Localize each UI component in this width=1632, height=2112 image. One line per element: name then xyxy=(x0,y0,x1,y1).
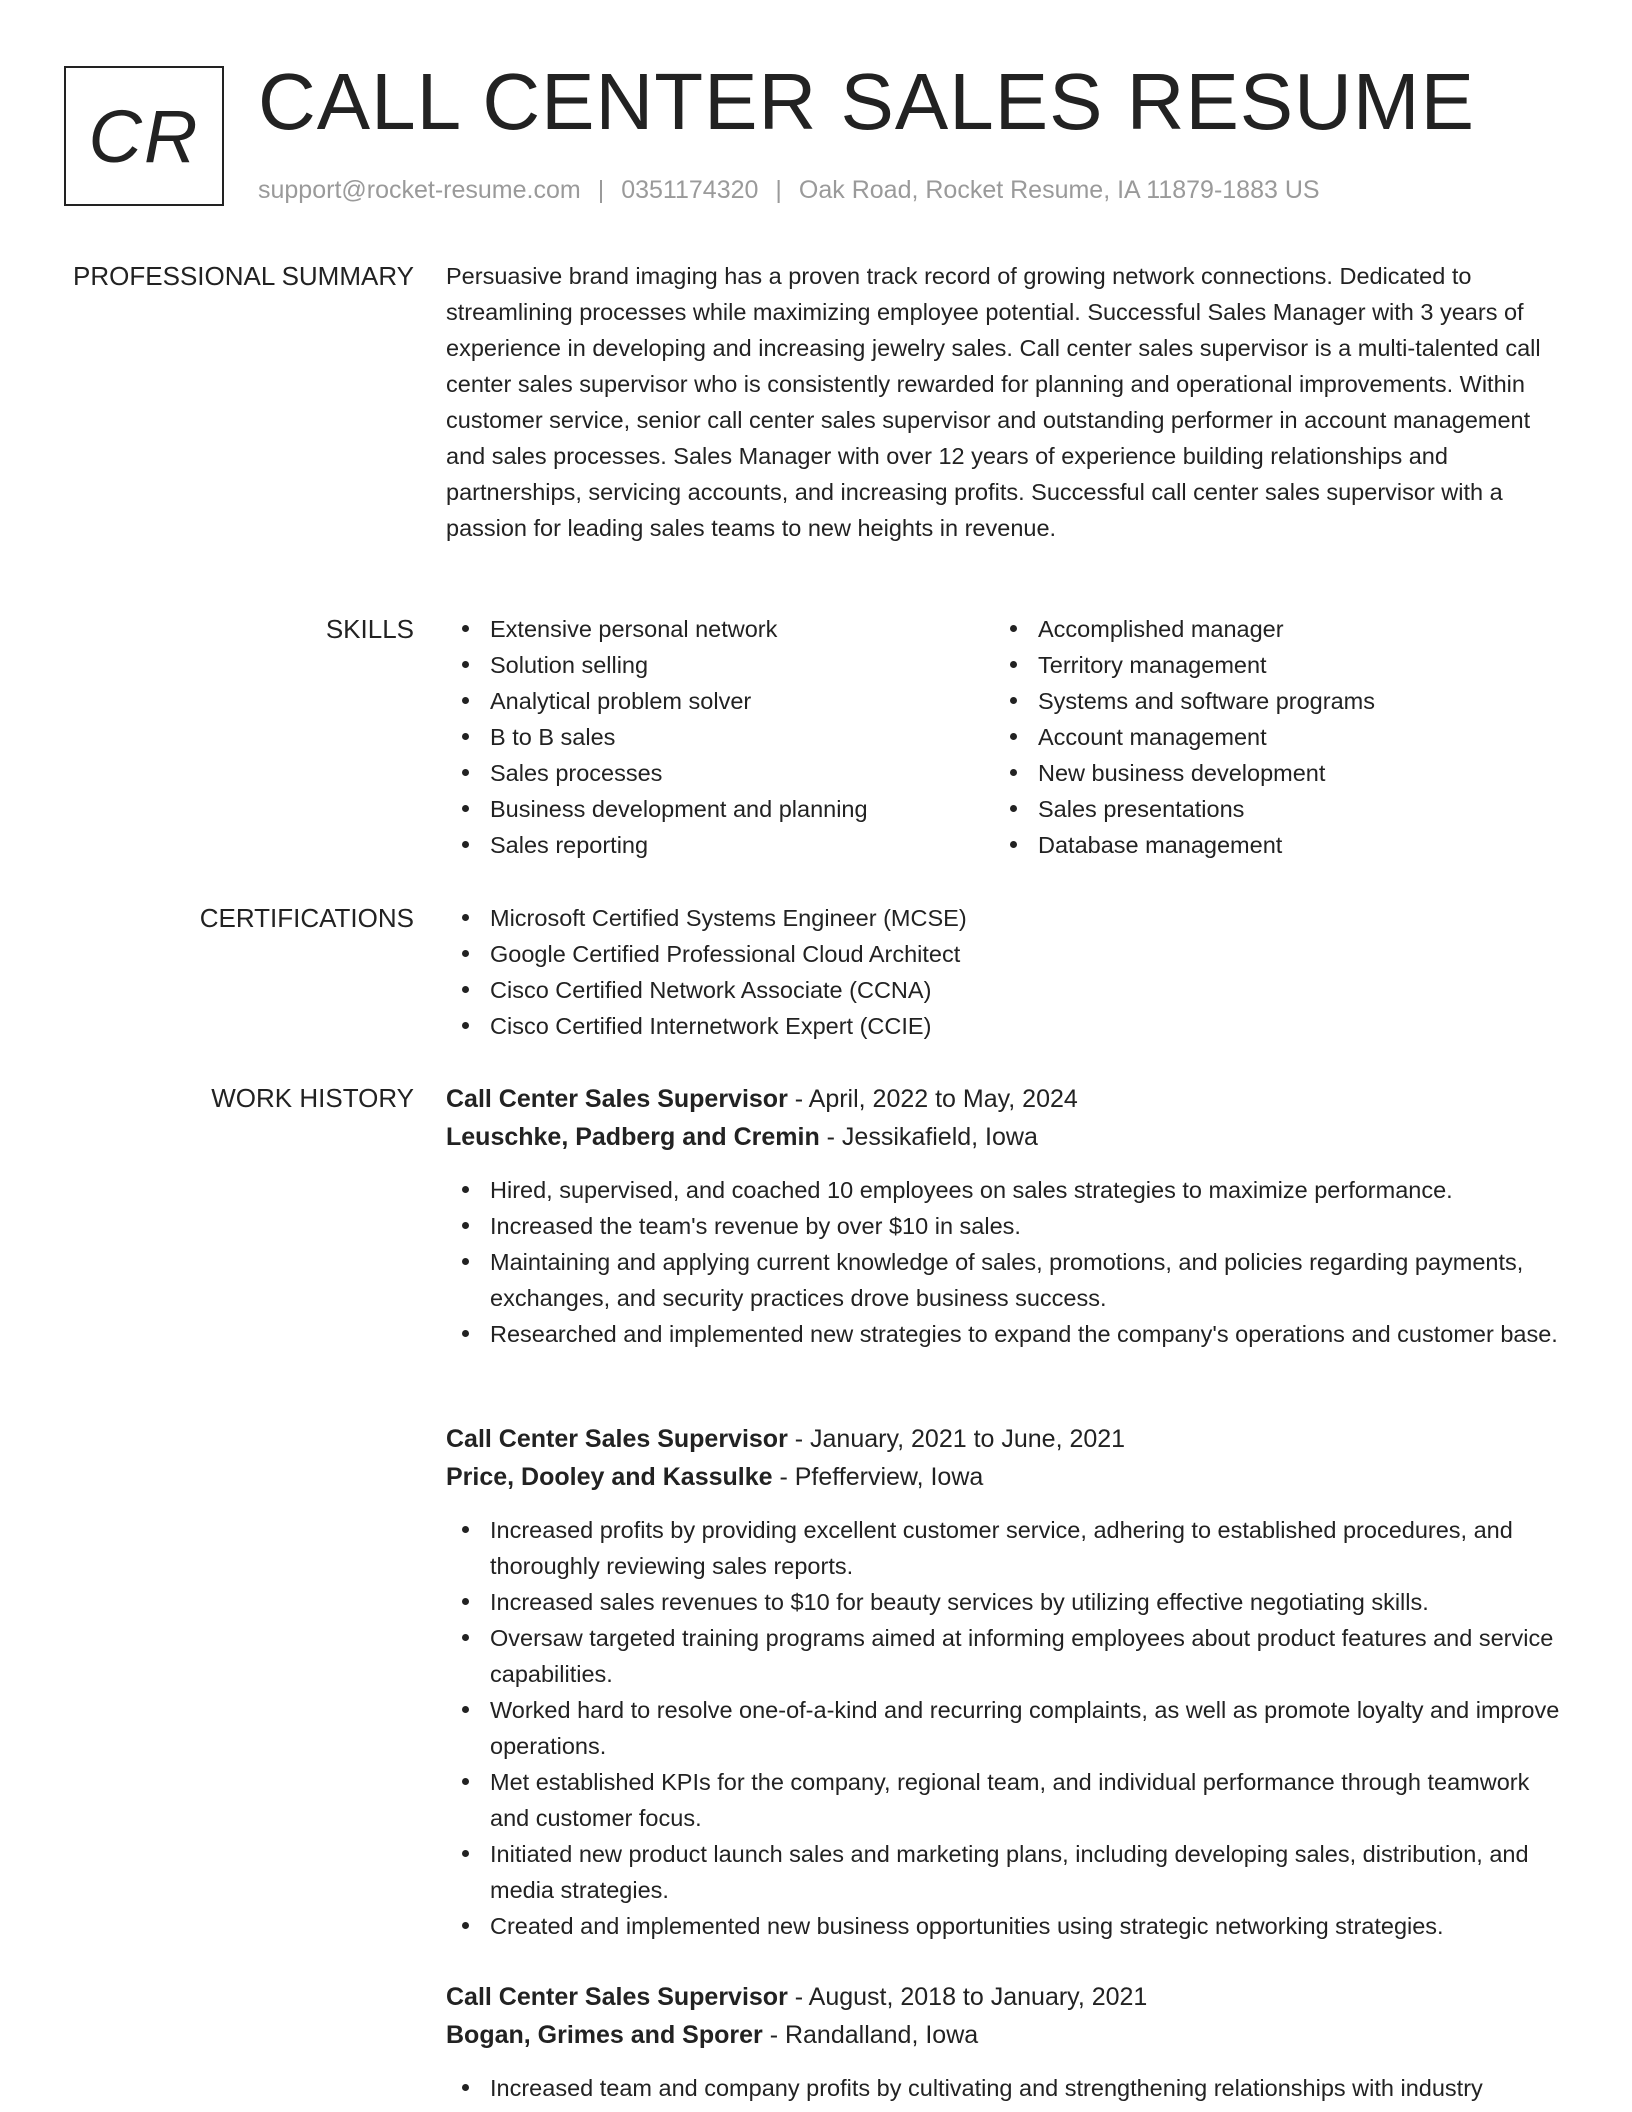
job-bullet: Researched and implemented new strategies to expand the company's operations and customer base. xyxy=(446,1316,1566,1352)
contact-line xyxy=(258,172,1320,208)
job-company-line xyxy=(446,1458,1566,1496)
job-role-line xyxy=(446,1080,1566,1118)
skills-columns xyxy=(446,611,1566,863)
job-role-line xyxy=(446,1978,1566,2016)
job-location: - Randalland, Iowa xyxy=(762,2021,979,2049)
job-bullets xyxy=(446,2070,1566,2106)
job-role: Call Center Sales Supervisor xyxy=(446,1983,788,2011)
monogram-box: CR xyxy=(64,66,224,206)
job-company: Bogan, Grimes and Sporer xyxy=(446,2021,763,2049)
job-company-line xyxy=(446,2016,1566,2054)
resume-title: CALL CENTER SALES RESUME xyxy=(258,57,1475,146)
job-role: Call Center Sales Supervisor xyxy=(446,1085,788,1113)
skill-item: Solution selling xyxy=(446,647,994,683)
skills-list-right xyxy=(994,611,1542,863)
job-bullet: Increased profits by providing excellent customer service, adhering to established procedures, and thoroughly reviewing sales reports. xyxy=(446,1512,1566,1584)
section-title-work-history: WORK HISTORY xyxy=(211,1083,414,1113)
skill-item: Systems and software programs xyxy=(994,683,1542,719)
job-bullet: Maintaining and applying current knowledge of sales, promotions, and policies regarding payments, exchanges, and security practices drove business success. xyxy=(446,1244,1566,1316)
job-bullet: Increased the team's revenue by over $10 in sales. xyxy=(446,1208,1566,1244)
section-title-summary: PROFESSIONAL SUMMARY xyxy=(73,261,414,291)
job-bullets xyxy=(446,1172,1566,1352)
job-bullet: Increased sales revenues to $10 for beauty services by utilizing effective negotiating skills. xyxy=(446,1584,1566,1620)
skill-item: Analytical problem solver xyxy=(446,683,994,719)
skill-item: Business development and planning xyxy=(446,791,994,827)
certification-item: Cisco Certified Network Associate (CCNA) xyxy=(446,972,1566,1008)
phone-number[interactable]: 0351174320 xyxy=(621,176,759,204)
job-bullet: Met established KPIs for the company, regional team, and individual performance through teamwork and customer focus. xyxy=(446,1764,1566,1836)
job-entry xyxy=(446,1978,1566,2106)
skill-item: Account management xyxy=(994,719,1542,755)
job-bullet: Initiated new product launch sales and marketing plans, including developing sales, distribution, and media strategies. xyxy=(446,1836,1566,1908)
skill-item: Accomplished manager xyxy=(994,611,1542,647)
job-role: Call Center Sales Supervisor xyxy=(446,1425,788,1453)
summary-content xyxy=(446,258,1566,546)
email-link[interactable]: support@rocket-resume.com xyxy=(258,176,581,204)
skill-item: Extensive personal network xyxy=(446,611,994,647)
skill-item: Sales presentations xyxy=(994,791,1542,827)
summary-text: Persuasive brand imaging has a proven track record of growing network connections. Dedicated to streamlining processes while maximizing employee potential. Successful Sales Manager with 3 years of experience in developing and increasing jewelry sales. Call center sales supervisor is a multi-talented call center sales supervisor who is consistently rewarded for planning and operational improvements. Within customer service, senior call center sales supervisor and outstanding performer in account management and sales processes. Sales Manager with over 12 years of experience building relationships and partnerships, servicing accounts, and increasing profits. Successful call center sales supervisor with a passion for leading sales teams to new heights in revenue. xyxy=(446,263,1541,541)
separator: | xyxy=(775,176,782,204)
section-title-skills: SKILLS xyxy=(325,614,414,644)
certification-item: Google Certified Professional Cloud Architect xyxy=(446,936,1566,972)
address: Oak Road, Rocket Resume, IA 11879-1883 US xyxy=(798,176,1320,204)
skill-item: New business development xyxy=(994,755,1542,791)
job-role-line xyxy=(446,1420,1566,1458)
job-company: Price, Dooley and Kassulke xyxy=(446,1463,773,1491)
skill-item: Territory management xyxy=(994,647,1542,683)
job-dates: - April, 2022 to May, 2024 xyxy=(787,1085,1078,1113)
job-company: Leuschke, Padberg and Cremin xyxy=(446,1123,820,1151)
job-bullet: Oversaw targeted training programs aimed at informing employees about product features and service capabilities. xyxy=(446,1620,1566,1692)
job-bullet: Worked hard to resolve one-of-a-kind and recurring complaints, as well as promote loyalty and improve operations. xyxy=(446,1692,1566,1764)
job-location: - Jessikafield, Iowa xyxy=(819,1123,1038,1151)
job-location: - Pfefferview, Iowa xyxy=(772,1463,984,1491)
job-dates: - August, 2018 to January, 2021 xyxy=(787,1983,1148,2011)
skill-item: Sales processes xyxy=(446,755,994,791)
certification-item: Microsoft Certified Systems Engineer (MCSE) xyxy=(446,900,1566,936)
separator: | xyxy=(597,176,605,204)
job-bullets xyxy=(446,1512,1566,1944)
certifications-list xyxy=(446,900,1566,1044)
certifications-content xyxy=(446,900,1566,1044)
job-dates: - January, 2021 to June, 2021 xyxy=(787,1425,1126,1453)
skill-item: Database management xyxy=(994,827,1542,863)
certification-item: Cisco Certified Internetwork Expert (CCIE) xyxy=(446,1008,1566,1044)
job-company-line xyxy=(446,1118,1566,1156)
job-bullet: Hired, supervised, and coached 10 employees on sales strategies to maximize performance. xyxy=(446,1172,1566,1208)
job-entry xyxy=(446,1420,1566,1944)
section-title-certifications: CERTIFICATIONS xyxy=(199,903,414,933)
skill-item: Sales reporting xyxy=(446,827,994,863)
job-entry xyxy=(446,1080,1566,1352)
skill-item: B to B sales xyxy=(446,719,994,755)
job-bullet: Increased team and company profits by cultivating and strengthening relationships with industry xyxy=(446,2070,1566,2106)
job-bullet: Created and implemented new business opportunities using strategic networking strategies. xyxy=(446,1908,1566,1944)
skills-list-left xyxy=(446,611,994,863)
